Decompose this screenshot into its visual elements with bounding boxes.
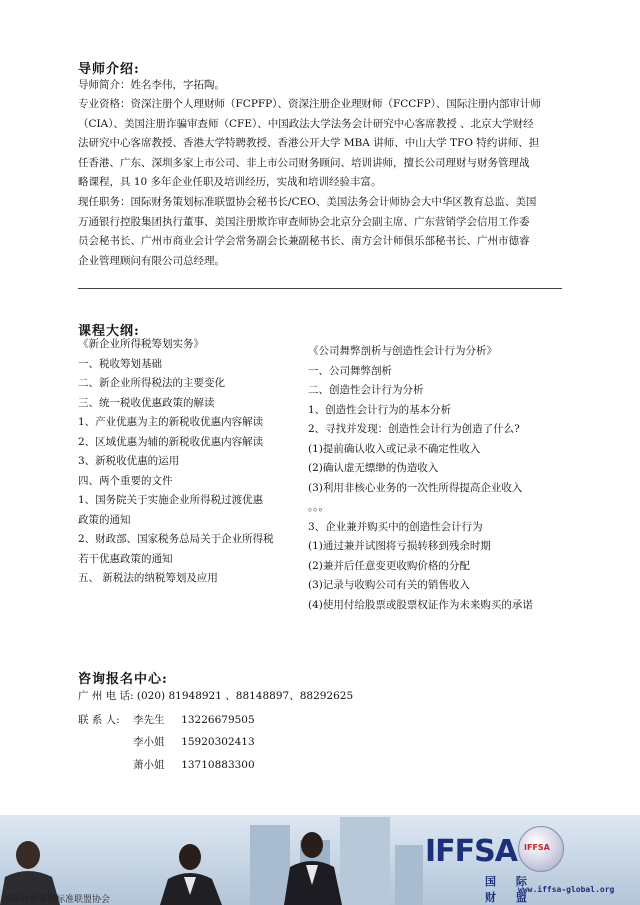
person-phone: 13226679505 (181, 714, 255, 726)
outline-item: (4)使用付给股票或股票权证作为未来购买的承诺 (308, 598, 533, 611)
position-line: 现任职务：国际财务策划标准联盟协会秘书长/CEO、美国法务会计师协会大中华区教育总监、美国 (78, 196, 537, 208)
phone-value: (020) 81948921 、88148897、88292625 (136, 690, 354, 702)
outline-right-column (308, 342, 533, 615)
mentor-intro: 导师简介：姓名李伟，字拓陶。 (78, 79, 225, 91)
contact-phone-row (78, 688, 353, 703)
contact-person (133, 712, 255, 727)
qualifications-line: （CIA）、美国注册诈骗审查师（CFE）、中国政法大学法务会计研究中心客席教授 、北京大学财经 (78, 117, 534, 130)
contact-person-row (78, 712, 120, 727)
outline-item: 一、公司舞弊剖析 (308, 364, 392, 377)
mentor-heading: 导师介绍: (78, 62, 140, 77)
position-line: 万通银行控股集团执行董事、美国注册欺诈审查师协会北京分会副主席、广东营销学会信用工作委 (78, 215, 530, 228)
contact-person (133, 757, 255, 772)
outline-item: 二、新企业所得税法的主要变化 (78, 377, 225, 389)
outline-item: (2)兼并后任意变更收购价格的分配 (308, 559, 470, 572)
outline-item: 3、企业兼并购买中的创造性会计行为 (308, 520, 483, 533)
outline-item: 2、区域优惠为辅的新税收优惠内容解读 (78, 435, 264, 448)
outline-item: (3)利用非核心业务的一次性所得提高企业收入 (308, 481, 523, 494)
person-name: 李先生 (133, 714, 165, 726)
person-name: 萧小姐 (133, 759, 165, 771)
outline-item: 四、两个重要的文件 (78, 474, 173, 487)
outline-item: 《公司舞弊剖析与创造性会计行为分析》 (308, 345, 497, 357)
outline-heading: 课程大纲: (78, 324, 140, 339)
outline-item: 《新企业所得税筹划实务》 (78, 338, 204, 350)
footer-org-name: 国际财务策划标准联盟协会 (2, 895, 111, 905)
outline-item: 3、新税收优惠的运用 (78, 455, 180, 467)
phone-label: 广 州 电 话: (78, 690, 134, 702)
person-label: 联 系 人: (78, 714, 120, 726)
outline-item: 2、寻找并发现：创造性会计行为创造了什么? (308, 423, 520, 435)
outline-item: (1)提前确认收入或记录不确定性收入 (308, 442, 481, 455)
person-phone: 15920302413 (181, 736, 255, 748)
person-name: 李小姐 (133, 736, 165, 748)
outline-item: 五、 新税法的纳税筹划及应用 (78, 572, 218, 584)
globe-label: IFFSA (524, 843, 550, 852)
qualifications-line: 法研究中心客席教授、香港大学特聘教授、香港公开大学 MBA 讲师、中山大学 TFO 特约讲师、担 (78, 137, 540, 149)
contact-heading: 咨询报名中心: (78, 672, 168, 687)
outline-item: (3)记录与收购公司有关的销售收入 (308, 579, 470, 591)
section-divider (78, 288, 562, 289)
logo-chinese: 国 际 财 盟 (485, 875, 535, 904)
qualifications-line: 专业资格：资深注册个人理财师（FCPFP）、资深注册企业理财师（FCCFP）、国际注册内部审计师 (78, 98, 541, 110)
outline-item: 二、创造性会计行为分析 (308, 384, 424, 396)
outline-item: (2)确认虚无缥缈的伪造收入 (308, 462, 439, 474)
contact-person (133, 734, 255, 749)
outline-item: (1)通过兼并试图将亏损转移到残余时期 (308, 540, 491, 552)
outline-item: 1、创造性会计行为的基本分析 (308, 403, 452, 416)
qualifications-line: 任香港、广东、深圳多家上市公司、非上市公司财务顾问、培训讲师，擅长公司理财与财务管理战 (78, 156, 530, 169)
mentor-qualifications (78, 95, 568, 193)
outline-item: 一、税收筹划基础 (78, 357, 162, 370)
outline-item: 1、产业优惠为主的新税收优惠内容解读 (78, 416, 264, 428)
outline-left-column (78, 335, 274, 589)
position-line: 员会秘书长、广州市商业会计学会常务副会长兼副秘书长、南方会计师俱乐部秘书长、广州市德睿 (78, 235, 530, 247)
position-line: 企业管理顾问有限公司总经理。 (78, 254, 225, 267)
outline-item: 政策的通知 (78, 513, 131, 526)
outline-item: 若干优惠政策的通知 (78, 552, 173, 565)
qualifications-line: 略课程，具 10 多年企业任职及培训经历，实战和培训经验丰富。 (78, 176, 382, 188)
outline-item: 。。。 (308, 501, 329, 513)
logo-text: IFFSA (425, 834, 517, 869)
outline-item: 三、统一税收优惠政策的解读 (78, 396, 215, 409)
mentor-positions (78, 193, 568, 271)
outline-item: 1、国务院关于实施企业所得税过渡优惠 (78, 494, 264, 506)
person-phone: 13710883300 (181, 759, 255, 771)
website-link[interactable]: www.iffsa-global.org (518, 885, 615, 894)
outline-item: 2、财政部、国家税务总局关于企业所得税 (78, 533, 274, 545)
